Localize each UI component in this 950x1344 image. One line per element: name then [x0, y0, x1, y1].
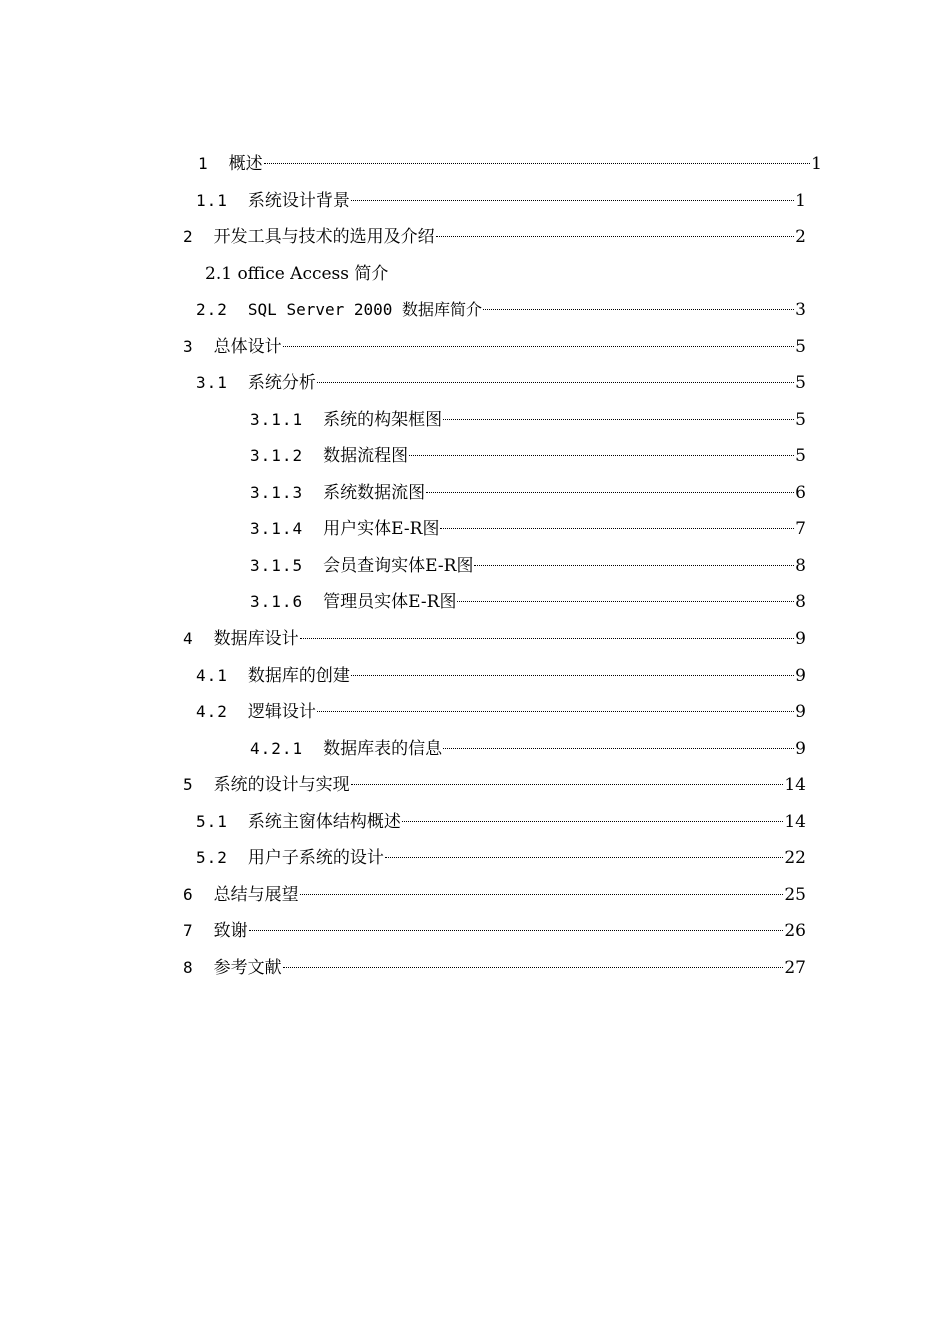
toc-entry-page: 1 — [795, 191, 806, 211]
toc-entry-number: 3.1.6 — [250, 592, 304, 611]
toc-entry-title: 会员查询实体E-R图 — [323, 556, 474, 576]
toc-leader-dots — [249, 930, 784, 931]
toc-entry-title: 系统的设计与实现 — [213, 775, 350, 795]
toc-entry[interactable] — [183, 773, 806, 797]
toc-entry[interactable] — [183, 627, 806, 651]
toc-leader-dots — [436, 236, 795, 237]
toc-entry-number: 6 — [183, 885, 194, 904]
toc-leader-dots — [351, 675, 794, 676]
toc-entry[interactable] — [196, 846, 806, 870]
toc-entry-page: 2 — [795, 227, 806, 247]
toc-entry[interactable] — [196, 700, 806, 724]
toc-entry-page: 5 — [795, 410, 806, 430]
toc-leader-dots — [426, 492, 794, 493]
toc-entry[interactable] — [205, 262, 505, 286]
toc-leader-dots — [402, 821, 783, 822]
toc-entry-number: 3.1.4 — [250, 519, 304, 538]
toc-entry[interactable] — [196, 371, 806, 395]
toc-entry[interactable] — [198, 152, 822, 176]
toc-entry-title: 2.1 office Access 简介 — [205, 264, 389, 284]
toc-entry-number: 3 — [183, 337, 194, 356]
toc-entry-title: 管理员实体E-R图 — [323, 592, 457, 612]
toc-entry-number: 1 — [198, 154, 209, 173]
toc-entry-number: 4.2.1 — [250, 739, 304, 758]
toc-entry-page: 5 — [795, 373, 806, 393]
toc-entry-page: 9 — [795, 629, 806, 649]
toc-entry[interactable] — [183, 335, 806, 359]
toc-entry[interactable] — [183, 956, 806, 980]
toc-leader-dots — [351, 784, 784, 785]
toc-entry-number: 5 — [183, 775, 194, 794]
toc-leader-dots — [351, 200, 794, 201]
toc-entry-title: 系统主窗体结构概述 — [247, 812, 401, 832]
toc-entry-page: 5 — [795, 446, 806, 466]
toc-entry-title: 致谢 — [213, 921, 248, 941]
toc-entry-title: 参考文献 — [213, 958, 282, 978]
toc-entry-number: 5.2 — [196, 848, 228, 867]
toc-entry-title: 总体设计 — [213, 337, 282, 357]
toc-entry[interactable] — [250, 590, 806, 614]
toc-entry[interactable] — [196, 189, 806, 213]
toc-entry-title: 系统设计背景 — [247, 191, 350, 211]
toc-entry-number: 4.2 — [196, 702, 228, 721]
toc-entry[interactable] — [196, 664, 806, 688]
toc-entry-page: 1 — [811, 154, 822, 174]
toc-entry-number: 4.1 — [196, 666, 228, 685]
toc-entry-page: 27 — [784, 958, 806, 978]
toc-leader-dots — [264, 163, 811, 164]
toc-entry[interactable] — [250, 554, 806, 578]
toc-entry-page: 8 — [795, 592, 806, 612]
toc-entry[interactable] — [250, 737, 806, 761]
toc-entry-number: 5.1 — [196, 812, 228, 831]
toc-entry-title: 逻辑设计 — [247, 702, 316, 722]
toc-leader-dots — [317, 711, 794, 712]
toc-entry-page: 3 — [795, 300, 806, 320]
toc-entry-number: 3.1.1 — [250, 410, 304, 429]
toc-entry[interactable] — [196, 298, 806, 322]
toc-entry-title: 总结与展望 — [213, 885, 299, 905]
toc-entry[interactable] — [250, 444, 806, 468]
toc-entry-title: 系统的构架框图 — [323, 410, 443, 430]
toc-entry-number: 3.1.5 — [250, 556, 304, 575]
toc-entry-number: 3.1.3 — [250, 483, 304, 502]
toc-entry-page: 5 — [795, 337, 806, 357]
toc-entry-page: 22 — [784, 848, 806, 868]
toc-entry-page: 26 — [784, 921, 806, 941]
toc-entry[interactable] — [183, 919, 806, 943]
toc-entry-page: 9 — [795, 739, 806, 759]
toc-entry-number: 8 — [183, 958, 194, 977]
toc-leader-dots — [443, 748, 794, 749]
toc-entry-page: 14 — [784, 775, 806, 795]
toc-entry-number: 1.1 — [196, 191, 228, 210]
toc-leader-dots — [300, 894, 784, 895]
toc-entry-title: 系统数据流图 — [323, 483, 426, 503]
toc-leader-dots — [474, 565, 794, 566]
toc-entry-number: 7 — [183, 921, 194, 940]
toc-leader-dots — [283, 967, 784, 968]
toc-entry-number: 2.2 — [196, 300, 228, 319]
toc-entry-page: 9 — [795, 666, 806, 686]
toc-entry-title: 数据库的创建 — [247, 666, 350, 686]
toc-leader-dots — [385, 857, 783, 858]
toc-entry-number: 3.1.2 — [250, 446, 304, 465]
toc-entry-number: 3.1 — [196, 373, 228, 392]
toc-entry-number: 4 — [183, 629, 194, 648]
toc-entry-title: 用户子系统的设计 — [247, 848, 384, 868]
toc-entry-page: 25 — [784, 885, 806, 905]
toc-entry[interactable] — [183, 883, 806, 907]
toc-leader-dots — [483, 309, 794, 310]
toc-entry-page: 14 — [784, 812, 806, 832]
toc-entry-title: 系统分析 — [247, 373, 316, 393]
toc-entry-title: 概述 — [228, 154, 263, 174]
toc-leader-dots — [409, 455, 794, 456]
toc-entry-title: 用户实体E-R图 — [323, 519, 440, 539]
toc-entry[interactable] — [196, 810, 806, 834]
toc-entry-title: 数据流程图 — [323, 446, 409, 466]
toc-entry-page: 7 — [795, 519, 806, 539]
toc-entry-page: 6 — [795, 483, 806, 503]
toc-entry[interactable] — [250, 408, 806, 432]
toc-leader-dots — [457, 601, 794, 602]
toc-leader-dots — [300, 638, 795, 639]
toc-entry[interactable] — [250, 481, 806, 505]
toc-entry-title: 开发工具与技术的选用及介绍 — [213, 227, 435, 247]
toc-leader-dots — [283, 346, 795, 347]
toc-entry[interactable] — [250, 517, 806, 541]
toc-entry-page: 9 — [795, 702, 806, 722]
toc-leader-dots — [317, 382, 794, 383]
toc-entry-title: SQL Server 2000 数据库简介 — [247, 300, 483, 319]
toc-entry-page: 8 — [795, 556, 806, 576]
toc-entry[interactable] — [183, 225, 806, 249]
toc-leader-dots — [440, 528, 794, 529]
toc-entry-title: 数据库设计 — [213, 629, 299, 649]
toc-entry-title: 数据库表的信息 — [323, 739, 443, 759]
toc-leader-dots — [443, 419, 794, 420]
toc-entry-number: 2 — [183, 227, 194, 246]
